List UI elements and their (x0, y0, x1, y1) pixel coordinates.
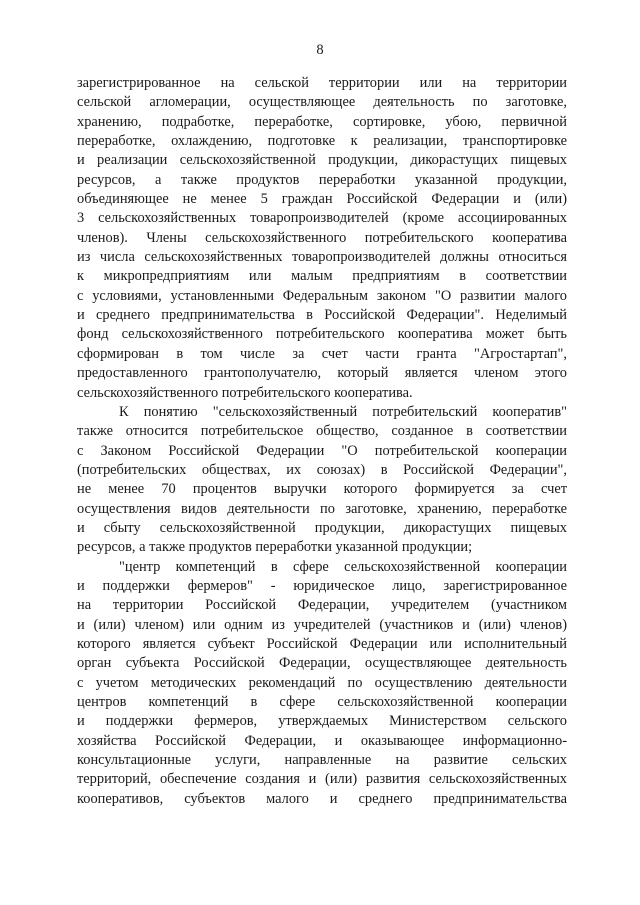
text-line: К понятию "сельскохозяйственный потребительский кооператив" (119, 403, 567, 420)
text-line: и (или) членом) или одним из учредителей (участников и (или) членов) (77, 616, 567, 633)
text-line: объединяющее не менее 5 граждан Российской Федерации и (или) (77, 191, 567, 208)
text-line: переработке, охлаждению, подготовке к реализации, транспортировке (77, 133, 567, 150)
text-line: 3 сельскохозяйственных товаропроизводителей (кроме ассоциированных (77, 210, 567, 227)
text-line: ресурсов, а также продуктов переработки указанной продукции; (77, 539, 473, 556)
text-line: сельскохозяйственного потребительского кооператива. (77, 384, 413, 401)
text-line: "центр компетенций в сфере сельскохозяйственной кооперации (119, 558, 567, 575)
text-line: хозяйства Российской Федерации, и оказывающее информационно- (77, 732, 567, 749)
document-body (77, 74, 567, 809)
text-line: с Законом Российской Федерации "О потребительской кооперации (77, 442, 567, 459)
text-line: предоставленного грантополучателю, который является членом этого (77, 365, 567, 382)
text-line: осуществления видов деятельности по заготовке, хранению, переработке (77, 500, 567, 517)
text-line: к микропредприятиям или малым предприятиям в соответствии (77, 268, 567, 285)
text-line: с условиями, установленными Федеральным законом "О развитии малого (77, 287, 567, 304)
text-line: с учетом методических рекомендаций по осуществлению деятельности (77, 674, 567, 691)
text-line: хранению, подработке, переработке, сортировке, убою, первичной (77, 113, 567, 130)
text-line: консультационные услуги, направленные на развитие сельских (77, 752, 567, 769)
text-line: также относится потребительское общество, созданное в соответствии (77, 423, 567, 440)
text-line: и сбыту сельскохозяйственной продукции, дикорастущих пищевых (77, 519, 567, 536)
text-line: членов). Члены сельскохозяйственного потребительского кооператива (77, 229, 567, 246)
text-line: фонд сельскохозяйственного потребительского кооператива может быть (77, 326, 567, 343)
text-line: орган субъекта Российской Федерации, осуществляющее деятельность (77, 655, 567, 672)
page-number: 8 (316, 42, 324, 58)
text-line: и поддержки фермеров, утверждаемых Министерством сельского (77, 713, 567, 730)
text-line: из числа сельскохозяйственных товаропроизводителей должны относиться (77, 249, 567, 266)
text-line: территорий, обеспечение создания и (или) развития сельскохозяйственных (77, 771, 567, 788)
text-line: центров компетенций в сфере сельскохозяйственной кооперации (77, 694, 567, 710)
text-line: кооперативов, субъектов малого и среднего предпринимательства (77, 790, 567, 807)
paragraph (77, 403, 567, 558)
text-line: и поддержки фермеров" - юридическое лицо, зарегистрированное (77, 577, 567, 594)
text-line: на территории Российской Федерации, учредителем (участником (77, 597, 567, 614)
text-line: (потребительских обществах, их союзах) в Российской Федерации", (77, 461, 567, 478)
text-line: зарегистрированное на сельской территории или на территории (77, 75, 567, 91)
text-line: и реализации сельскохозяйственной продукции, дикорастущих пищевых (77, 152, 567, 169)
text-line: сельской агломерации, осуществляющее деятельность по заготовке, (77, 94, 567, 111)
text-line: ресурсов, а также продуктов переработки указанной продукции, (77, 171, 567, 188)
text-line: сформирован в том числе за счет части гранта "Агростартап", (77, 345, 567, 362)
paragraph (77, 558, 567, 809)
text-line: и среднего предпринимательства в Российской Федерации". Неделимый (77, 307, 567, 324)
paragraph (77, 74, 567, 403)
text-line: не менее 70 процентов выручки которого формируется за счет (77, 481, 567, 498)
text-line: которого является субъект Российской Федерации или исполнительный (77, 635, 567, 652)
